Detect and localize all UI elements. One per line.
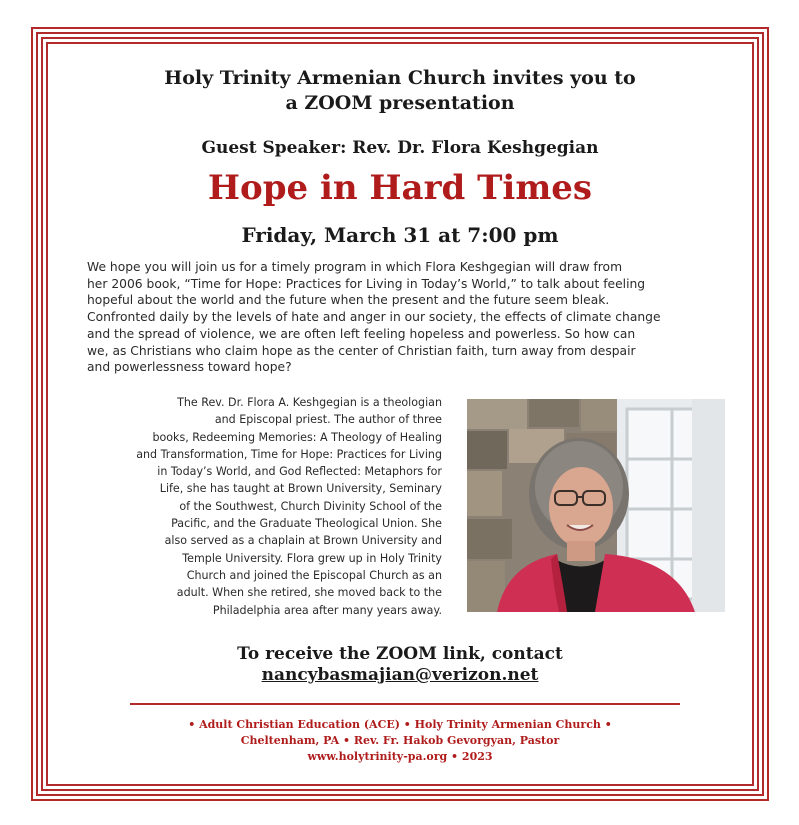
invite-line-2: a ZOOM presentation [285,92,515,114]
bio-line: The Rev. Dr. Flora A. Keshgegian is a theologian [177,396,442,409]
bio-line: and Episcopal priest. The author of three [214,413,442,427]
bio-line: books, Redeeming Memories: A Theology of Healing [152,430,442,444]
intro-line: We hope you will join us for a timely program in which Flora Keshgegian will draw from [87,260,623,274]
footer-line-2: Cheltenham, PA • Rev. Fr. Hakob Gevorgyan, Pastor [240,734,560,747]
intro-line: and powerlessness toward hope? [87,360,292,375]
bio-line: Philadelphia area after many years away. [212,603,442,617]
bio-line: and Transformation, Time for Hope: Practices for Living [136,447,442,461]
intro-line: Confronted daily by the levels of hate and anger in our society, the effects of climate change [87,310,661,325]
bio-line: adult. When she retired, she moved back to the [176,586,442,600]
invite-line-1: Holy Trinity Armenian Church invites you to [164,67,636,89]
speaker-photo [467,399,725,612]
bio-line: of the Southwest, Church Divinity School of the [179,499,442,513]
contact-line: To receive the ZOOM link, contact [237,644,563,664]
bio-line: in Today’s World, and God Reflected: Metaphors for [157,465,442,479]
intro-paragraph [87,259,727,376]
intro-line: hopeful about the world and the future when the present and the future seem bleak. [87,293,610,308]
bio-line: Life, she has taught at Brown University, Seminary [159,482,442,496]
bio-line: Church and joined the Episcopal Church as an [186,568,442,582]
bio-line: Pacific, and the Graduate Theological Union. She [171,517,442,531]
speaker-bio [82,394,442,619]
bio-line: also served as a chaplain at Brown University and [164,534,442,548]
contact-email-link[interactable]: nancybasmajian@verizon.net [261,665,539,685]
footer-website: www.holytrinity-pa.org • 2023 [307,750,493,763]
intro-line: and the spread of violence, we are often left feeling hopeless and powerless. So how can [87,326,636,341]
bio-line: Temple University. Flora grew up in Holy Trinity [182,551,442,565]
footer-divider [130,703,680,705]
event-title: Hope in Hard Times [207,168,593,208]
intro-line: her 2006 book, “Time for Hope: Practices for Living in Today’s World,” to talk about feeling [87,276,646,291]
event-date: Friday, March 31 at 7:00 pm [241,223,559,247]
footer-line-1: • Adult Christian Education (ACE) • Holy Trinity Armenian Church • [188,718,612,731]
intro-line: we, as Christians who claim hope as the center of Christian faith, turn away from despair [87,343,636,358]
guest-speaker: Guest Speaker: Rev. Dr. Flora Keshgegian [201,138,599,158]
